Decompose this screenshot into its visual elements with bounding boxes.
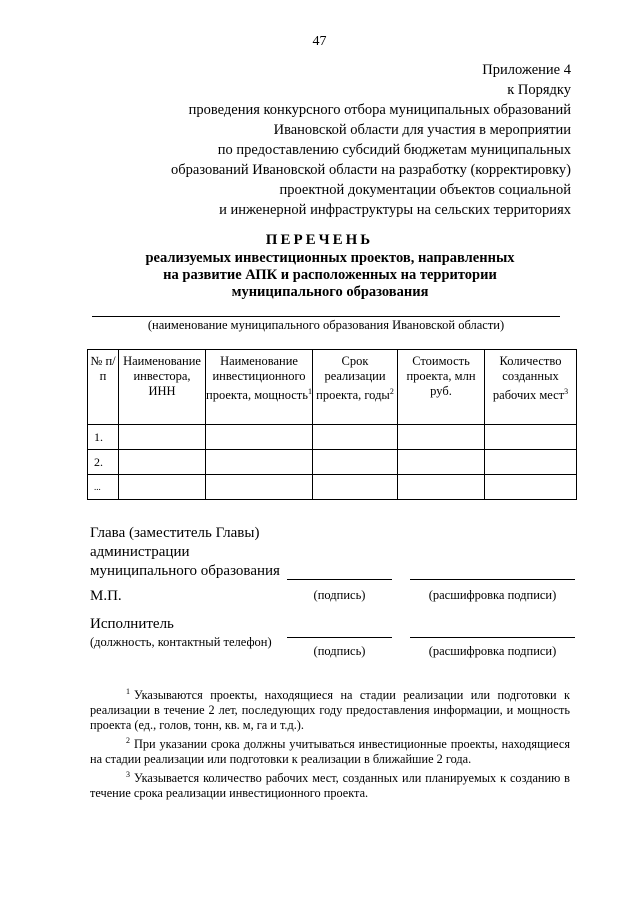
document-subtitle xyxy=(100,250,560,301)
appendix-line: Ивановской области для участия в мероприятии xyxy=(273,122,571,138)
footnote: $^1$ Указываются проекты, находящиеся на стадии реализации или подготовки к реализации в течение 2 лет, последующих году предоставления информации, и мощность проекта (ед., голов, тонн, кв. м, га и т.д.). xyxy=(90,687,570,733)
table-header-row xyxy=(88,350,577,425)
footnote: $^3$ Указывается количество рабочих мест, созданных или планируемых к созданию в течение срока реализации инвестиционного проекта. xyxy=(90,770,570,801)
appendix-line: проектной документации объектов социальной xyxy=(279,182,571,198)
head-signature-caption: (подпись) xyxy=(313,588,366,602)
appendix-line: Приложение 4 xyxy=(482,62,571,78)
executor-signature-caption: (подпись) xyxy=(313,644,366,658)
page-number: 47 xyxy=(312,34,327,49)
municipality-caption: (наименование муниципального образования Ивановской области) xyxy=(147,318,505,332)
appendix-line: по предоставлению субсидий бюджетам муниципальных xyxy=(217,142,571,158)
header-number: № п/п xyxy=(88,350,119,425)
header-cost: Стоимость проекта, млн руб. xyxy=(398,350,485,425)
executor-decode-caption: (расшифровка подписи) xyxy=(428,644,557,658)
executor-decode-line xyxy=(410,637,575,638)
executor-sub-label: (должность, контактный телефон) xyxy=(90,635,272,649)
table-row xyxy=(88,450,577,475)
head-decode-line xyxy=(410,579,575,580)
executor-label: Исполнитель xyxy=(90,616,174,632)
header-jobs: Количество созданных рабочих мест$^3$ xyxy=(485,350,577,425)
head-signature-label: Глава (заместитель Главы) администрации муниципального образования xyxy=(90,525,280,579)
table-row xyxy=(88,425,577,450)
subtitle-line: муниципального образования xyxy=(231,284,429,300)
projects-table xyxy=(87,349,577,500)
subtitle-line: на развитие АПК и расположенных на территории xyxy=(163,267,497,283)
appendix-line: и инженерной инфраструктуры на сельских территориях xyxy=(219,202,571,218)
appendix-line: к Порядку xyxy=(507,82,571,98)
head-signature-line xyxy=(287,579,392,580)
appendix-header xyxy=(101,60,571,220)
header-project: Наименование инвестиционного проекта, мощность$^1$ xyxy=(206,350,313,425)
stamp-label: М.П. xyxy=(90,588,122,604)
executor-signature-line xyxy=(287,637,392,638)
subtitle-line: реализуемых инвестиционных проектов, направленных xyxy=(145,250,515,266)
municipality-fill-line xyxy=(92,316,560,317)
row-number: 2. xyxy=(88,450,119,475)
document-title: ПЕРЕЧЕНЬ xyxy=(265,232,374,248)
appendix-line: образований Ивановской области на разработку (корректировку) xyxy=(171,162,571,178)
header-term: Срок реализации проекта, годы$^2$ xyxy=(313,350,398,425)
table-row xyxy=(88,475,577,500)
footnote: $^2$ При указании срока должны учитываться инвестиционные проекты, находящиеся на стадии реализации или подготовки к реализации в ближайшие 2 года. xyxy=(90,736,570,767)
row-number: 1. xyxy=(88,425,119,450)
header-investor: Наименование инвестора, ИНН xyxy=(119,350,206,425)
head-decode-caption: (расшифровка подписи) xyxy=(428,588,557,602)
footnotes xyxy=(90,684,570,801)
row-number: ... xyxy=(88,475,119,500)
appendix-line: проведения конкурсного отбора муниципальных образований xyxy=(188,102,571,118)
